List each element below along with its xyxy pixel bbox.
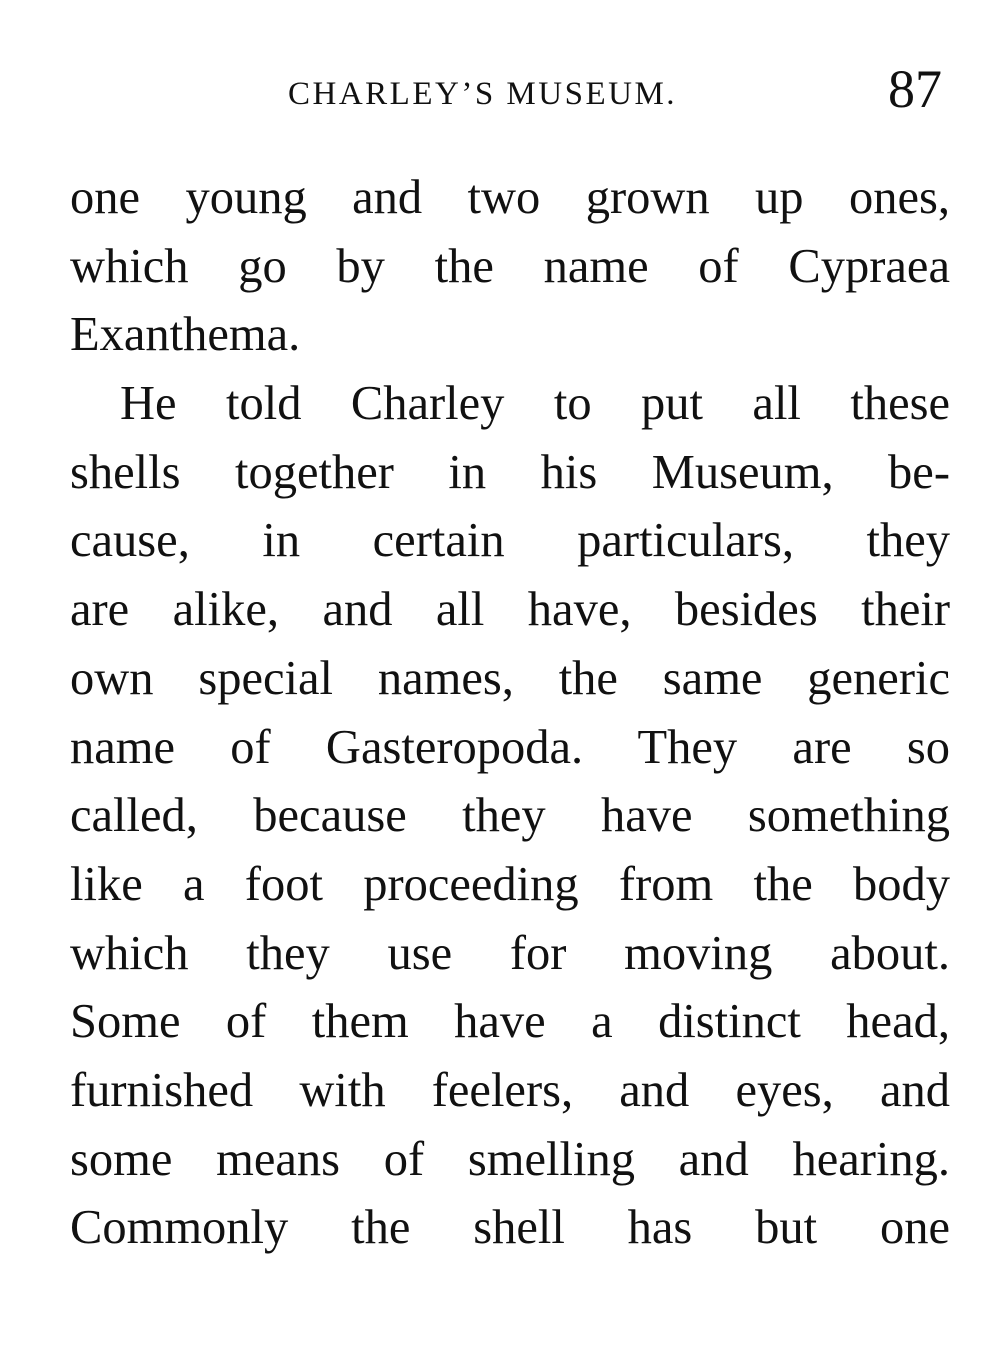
- text-line: some means of smelling and hearing.: [70, 1132, 950, 1186]
- text-line: He told Charley to put all these: [120, 377, 950, 431]
- text-line: which they use for moving about.: [70, 926, 950, 980]
- text-line: own special names, the same generic: [70, 651, 950, 705]
- text-line: name of Gasteropoda. They are so: [70, 720, 950, 774]
- running-head: [70, 59, 950, 122]
- text-line: Exanthema.: [70, 308, 301, 362]
- text-line: Commonly the shell has but one: [70, 1201, 950, 1255]
- body-text: [70, 164, 950, 1263]
- text-line: called, because they have something: [70, 789, 950, 843]
- running-title: CHARLEY’S MUSEUM.: [288, 76, 678, 112]
- text-line: shells together in his Museum, be-: [70, 445, 950, 499]
- text-line: one young and two grown up ones,: [70, 171, 950, 224]
- text-line: cause, in certain particulars, they: [70, 514, 950, 568]
- text-line: Some of them have a distinct head,: [70, 995, 950, 1049]
- page-number: 87: [888, 59, 942, 119]
- text-line: like a foot proceeding from the body: [70, 857, 950, 911]
- text-line: are alike, and all have, besides their: [70, 583, 950, 637]
- text-line: which go by the name of Cypraea: [70, 239, 950, 293]
- text-line: furnished with feelers, and eyes, and: [70, 1063, 950, 1117]
